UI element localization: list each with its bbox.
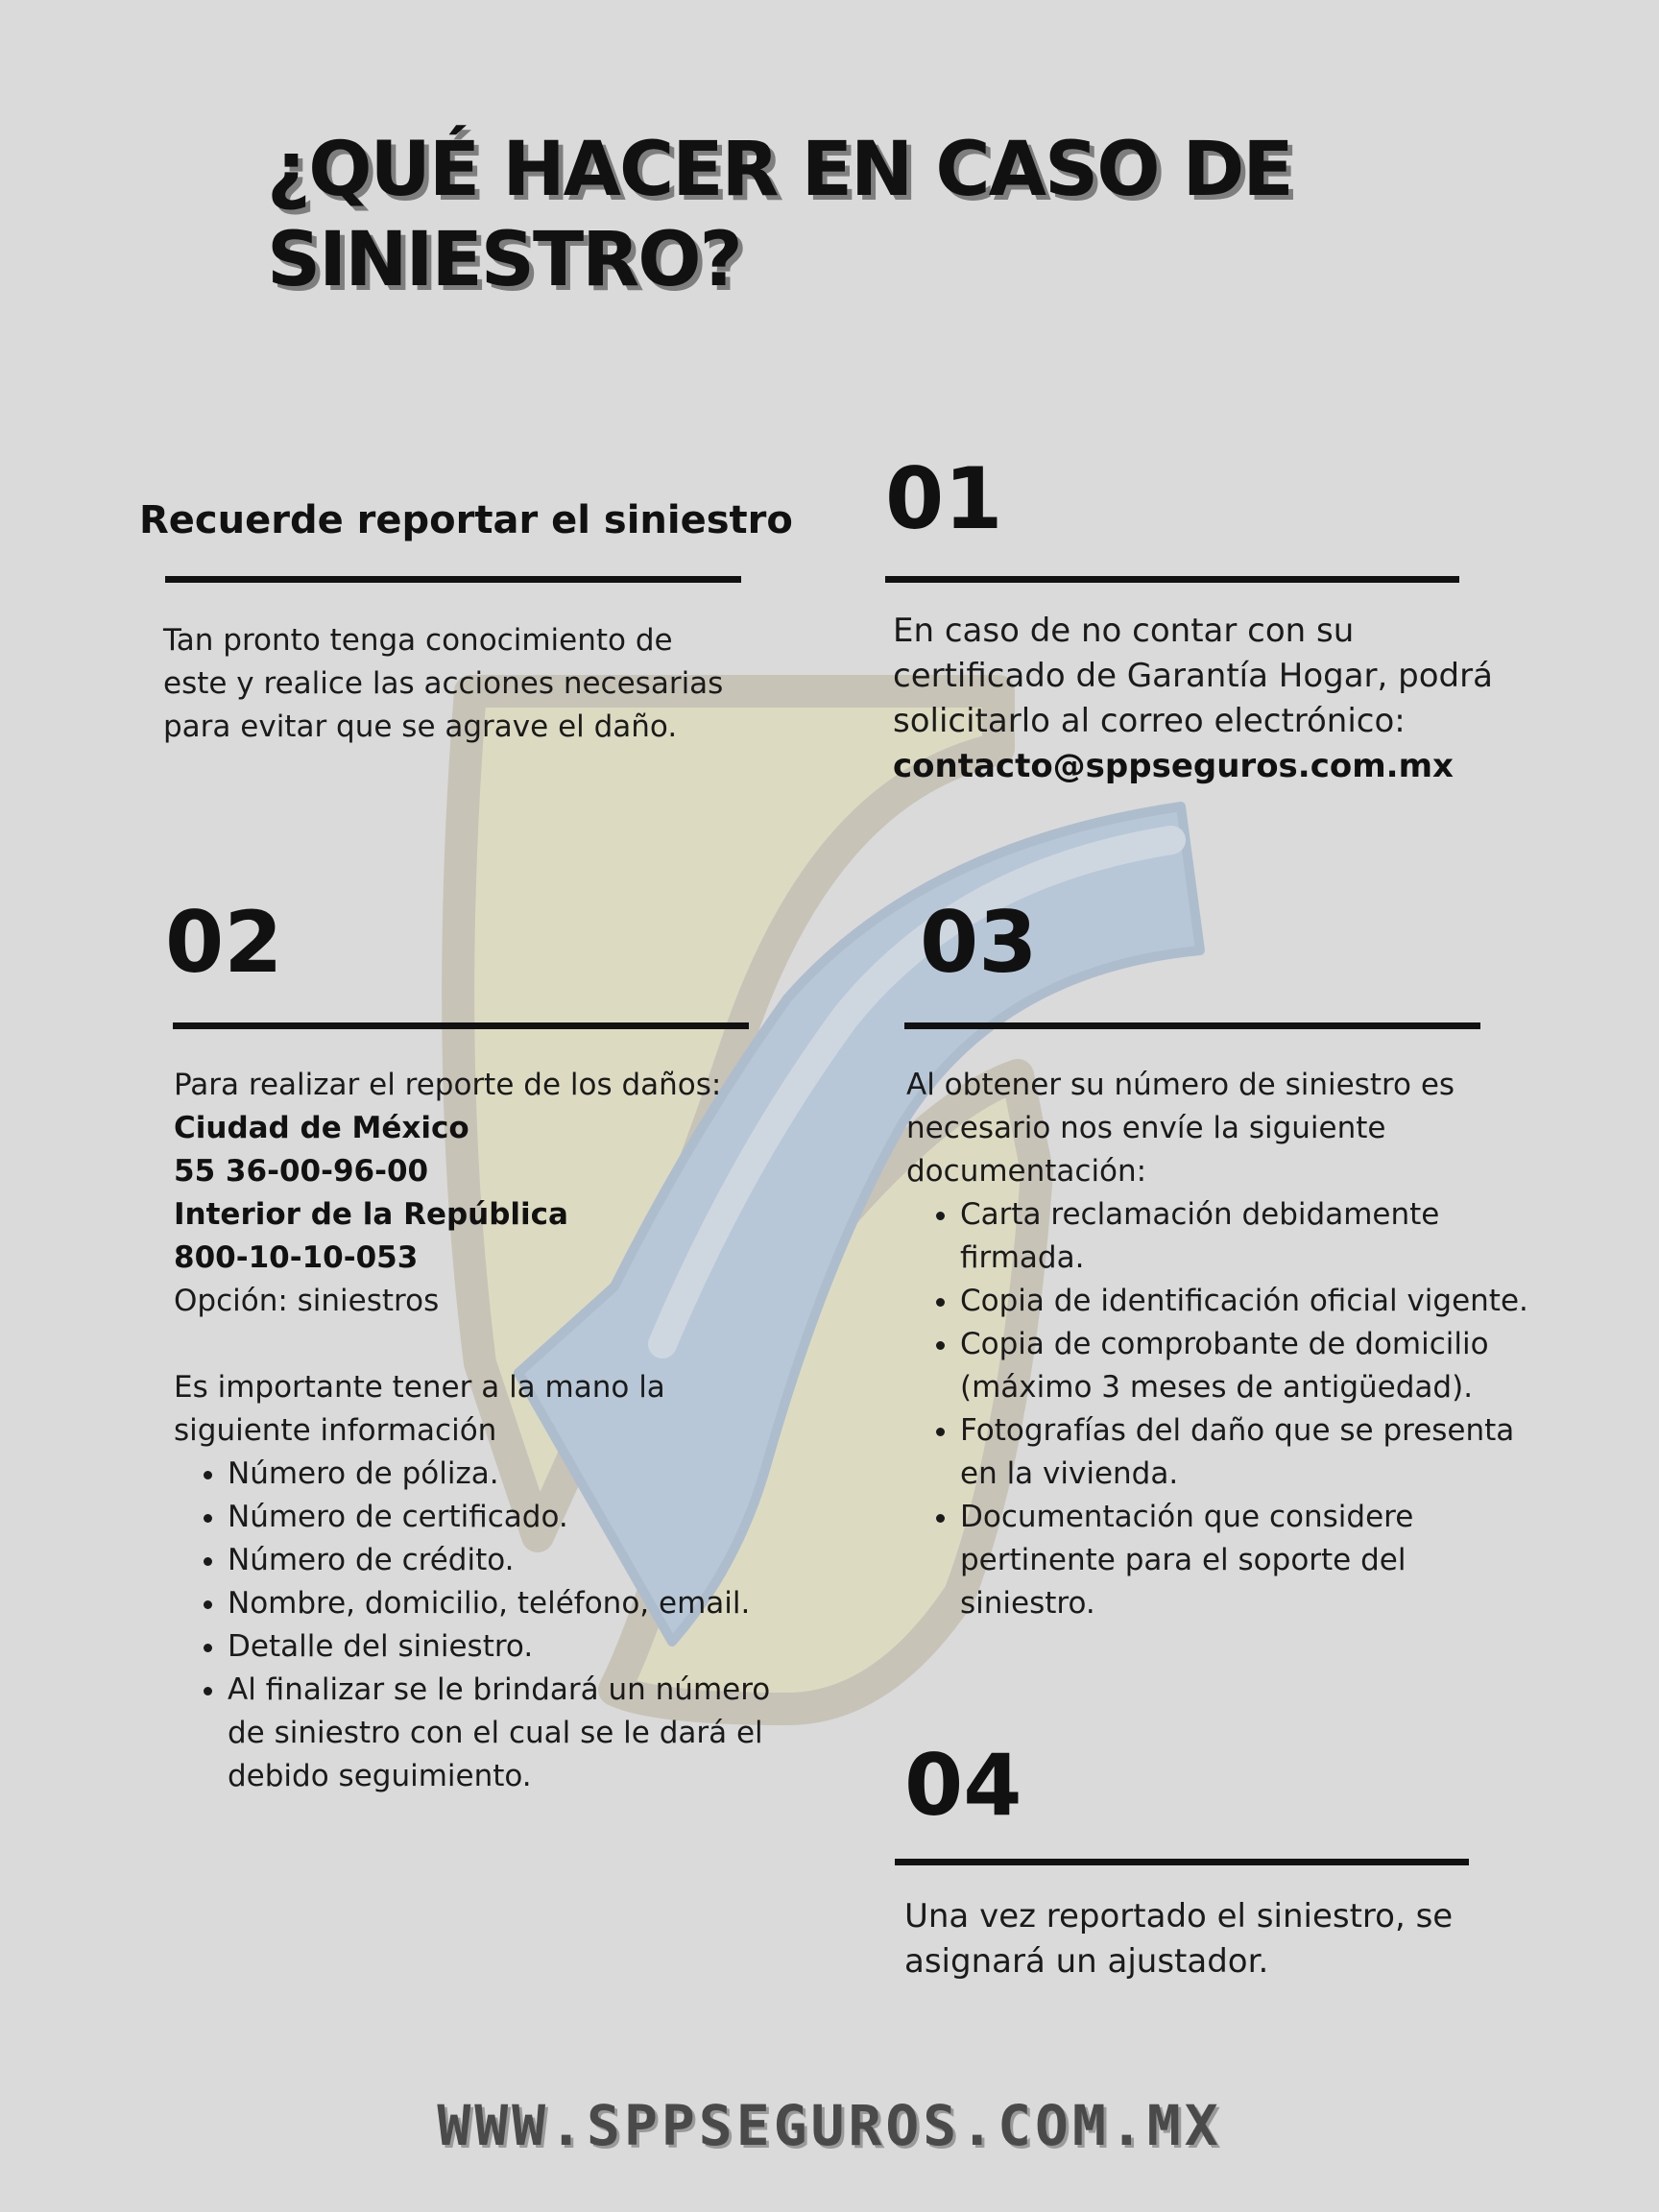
option-text: Opción: siniestros <box>174 1284 440 1318</box>
intro-divider <box>165 576 741 583</box>
step-4-text: Una vez reportado el siniestro, se asignará un ajustador. <box>904 1897 1454 1981</box>
step-3-text-block <box>906 1064 1540 1625</box>
list-item: • Nombre, domicilio, teléfono, email. <box>228 1582 807 1625</box>
spacer <box>174 1323 807 1366</box>
intro-text: Tan pronto tenga conocimiento de este y realice las acciones necesarias para evitar que se agrave el daño. <box>163 623 724 744</box>
step-2-number: 02 <box>165 893 283 992</box>
list-item: • Número de certificado. <box>228 1496 807 1539</box>
step-2-intro: Para realizar el reporte de los daños: <box>174 1068 722 1102</box>
list-item: • Carta reclamación debidamente firmada. <box>960 1193 1540 1280</box>
info-list <box>174 1453 807 1798</box>
list-item: • Copia de identificación oficial vigente. <box>960 1280 1540 1323</box>
contact-email-link[interactable]: contacto@sppseguros.com.mx <box>893 747 1454 785</box>
interior-label: Interior de la República <box>174 1197 568 1232</box>
interior-phone: 800-10-10-053 <box>174 1240 419 1275</box>
list-item: • Copia de comprobante de domicilio (máximo 3 meses de antigüedad). <box>960 1323 1540 1409</box>
cdmx-label: Ciudad de México <box>174 1111 469 1145</box>
step-2-divider <box>173 1022 749 1029</box>
list-item: • Al finalizar se le brindará un número de siniestro con el cual se le dará el debido seguimiento. <box>228 1669 807 1798</box>
page-title-line-2: SINIESTRO? <box>267 217 741 303</box>
step-2-text-block <box>174 1064 807 1798</box>
list-item: • Documentación que considere pertinente para el soporte del siniestro. <box>960 1496 1540 1625</box>
list-item: • Fotografías del daño que se presenta en la vivienda. <box>960 1409 1540 1496</box>
page-title-line-1: ¿QUÉ HACER EN CASO DE <box>267 127 1292 213</box>
website-url-link[interactable]: WWW.SPPSEGUROS.COM.MX <box>437 2093 1222 2158</box>
step-4-text-block <box>904 1894 1480 1984</box>
list-item: • Detalle del siniestro. <box>228 1625 807 1669</box>
documents-list <box>906 1193 1540 1625</box>
intro-heading: Recuerde reportar el siniestro <box>139 498 793 542</box>
info-intro: Es importante tener a la mano la siguiente información <box>174 1370 665 1448</box>
list-item: • Número de crédito. <box>228 1539 807 1582</box>
step-4-divider <box>895 1859 1469 1865</box>
step-1-text: En caso de no contar con su certificado de Garantía Hogar, podrá solicitarlo al correo electrónico: <box>893 612 1493 740</box>
step-1-text-block <box>893 609 1507 789</box>
step-3-divider <box>904 1022 1480 1029</box>
step-3-intro: Al obtener su número de siniestro es necesario nos envíe la siguiente documentación: <box>906 1068 1455 1189</box>
intro-text-block <box>163 619 730 749</box>
cdmx-phone: 55 36-00-96-00 <box>174 1154 429 1189</box>
step-1-divider <box>885 576 1459 583</box>
page-title <box>267 125 1292 305</box>
list-item: • Número de póliza. <box>228 1453 807 1496</box>
step-4-number: 04 <box>904 1736 1022 1835</box>
step-3-number: 03 <box>920 893 1038 992</box>
step-1-number: 01 <box>885 449 1003 548</box>
